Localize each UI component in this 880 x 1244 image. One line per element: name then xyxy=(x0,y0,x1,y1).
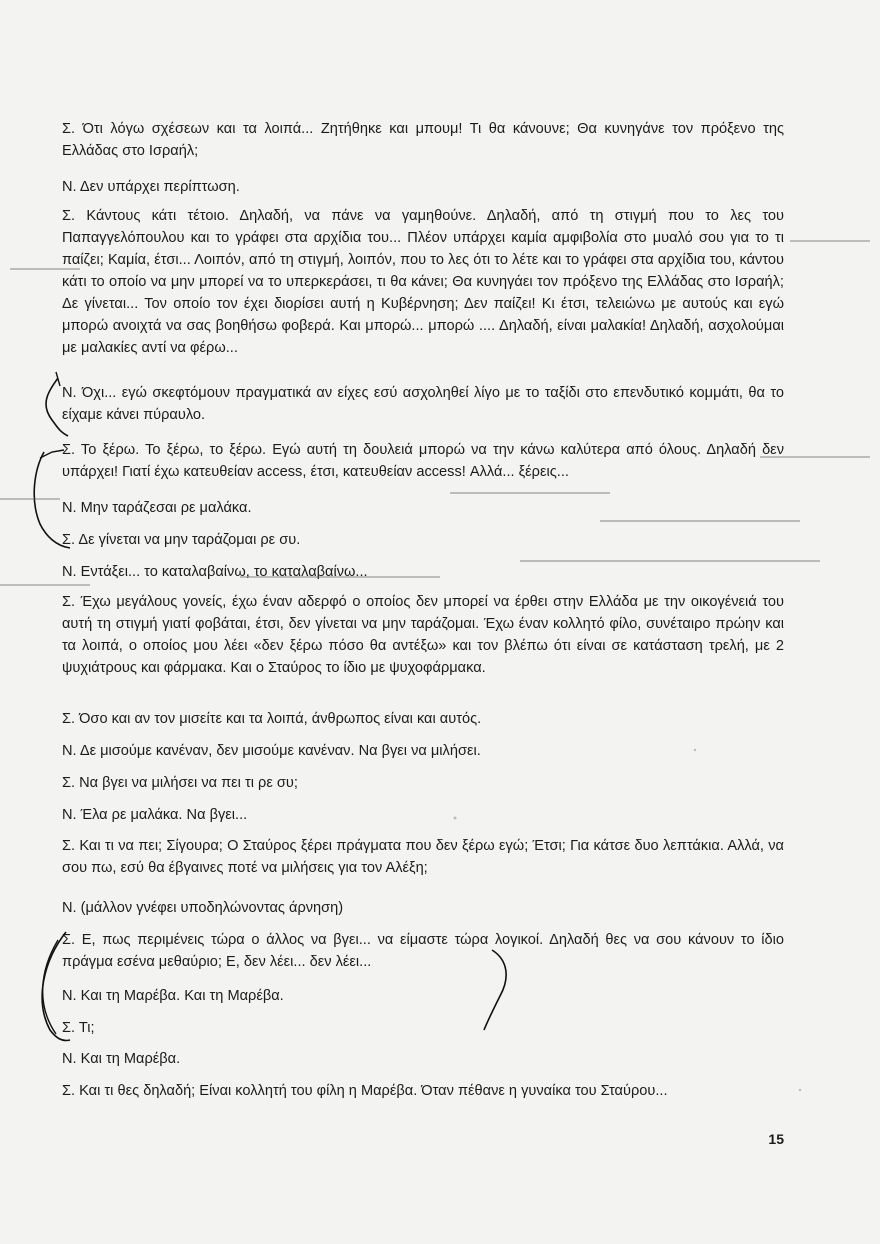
paragraph-6: Ν. Μην ταράζεσαι ρε μαλάκα. xyxy=(62,500,252,516)
paragraph-16: Σ. Ε, πως περιμένεις τώρα ο άλλος να βγει... να είμαστε τώρα λογικοί. Δηλαδή θες να σου κάνουν το ίδιο πράγμα εσένα μεθαύριο; Ε, δεν λέει... δεν λέει... xyxy=(62,932,784,970)
paragraph-14: Σ. Και τι να πει; Σίγουρα; Ο Σταύρος ξέρει πράγματα που δεν ξέρω εγώ; Έτσι; Για κάτσε δυο λεπτάκια. Αλλά, να σου πω, εσύ θα έβγαινες ποτέ να μιλήσεις για τον Αλέξη; xyxy=(62,838,784,876)
paragraph-17: Ν. Και τη Μαρέβα. Και τη Μαρέβα. xyxy=(62,988,284,1004)
paragraph-7: Σ. Δε γίνεται να μην ταράζομαι ρε συ. xyxy=(62,532,301,548)
paragraph-12: Σ. Να βγει να μιλήσει να πει τι ρε συ; xyxy=(62,775,298,791)
paragraph-15: Ν. (μάλλον γνέφει υποδηλώνοντας άρνηση) xyxy=(62,900,344,916)
paragraph-11: Ν. Δε μισούμε κανέναν, δεν μισούμε κανέναν. Να βγει να μιλήσει. xyxy=(62,743,481,759)
paragraph-3: Σ. Κάντους κάτι τέτοιο. Δηλαδή, να πάνε να γαμηθούνε. Δηλαδή, από τη στιγμή που το λες του Παπαγγελόπουλου και το γράφει στα αρχίδια του... Πλέον υπάρχει καμία αμφιβολία στο μυαλό σου για το τι παίζει; Καμία, έτσι... Λοιπόν, από τη στιγμή, λοιπόν, που το λες ότι το λέτε και το γράφει στα αρχίδια του, κάντου κάτι το οποίο να μην μπορεί να το υπερκεράσει, τι θα κάνει; Θα κυνηγάει τον πρόξενο της Ελλάδας στο Ισραήλ; Δε γίνεται... Τον οποίο τον έχει διορίσει αυτή η Κυβέρνηση; Δεν παίζει! Κι έτσι, τελειώνω με αυτούς και εγώ μπορώ ανοιχτά να σας βοηθήσω φοβερά. Και μπορώ... μπορώ .... Δηλαδή, είναι μαλακία! Δηλαδή, ασχολούμαι με μαλακίες αντί να φέρω... xyxy=(62,208,784,356)
paragraph-18: Σ. Τι; xyxy=(62,1020,95,1036)
paragraph-8: Ν. Εντάξει... το καταλαβαίνω, το καταλαβαίνω... xyxy=(62,564,368,580)
paragraph-5: Σ. Το ξέρω. Το ξέρω, το ξέρω. Εγώ αυτή τη δουλειά μπορώ να την κάνω καλύτερα από όλους. Δηλαδή δεν υπάρχει! Γιατί έχω κατευθείαν access, έτσι, κατευθείαν access! Αλλά... ξέρεις... xyxy=(62,442,784,480)
paragraph-9: Σ. Έχω μεγάλους γονείς, έχω έναν αδερφό ο οποίος δεν μπορεί να έρθει στην Ελλάδα με την οικογένειά του αυτή τη στιγμή γιατί φοβάται, έτσι, δεν γίνεται να μην ταράζομαι. Έχω έναν κολλητό φίλο, συνέταιρο πρώην και τα λοιπά, ο οποίος μου λέει «δεν ξέρω πόσο θα αντέξω» και τον βλέπω ότι είναι σε κατάσταση τρελή, με 2 ψυχιάτρους και φάρμακα. Και ο Σταύρος το ίδιο με ψυχοφάρμακα. xyxy=(62,594,784,676)
paragraph-13: Ν. Έλα ρε μαλάκα. Να βγει... xyxy=(62,807,248,823)
paragraph-19: Ν. Και τη Μαρέβα. xyxy=(62,1051,181,1067)
paragraph-20: Σ. Και τι θες δηλαδή; Είναι κολλητή του φίλη η Μαρέβα. Όταν πέθανε η γυναίκα του Σταύρου... xyxy=(62,1083,668,1099)
paragraph-10: Σ. Όσο και αν τον μισείτε και τα λοιπά, άνθρωπος είναι και αυτός. xyxy=(62,711,482,727)
paragraph-4: Ν. Όχι... εγώ σκεφτόμουν πραγματικά αν είχες εσύ ασχοληθεί λίγο με το ταξίδι στο επενδυτικό κομμάτι, θα το είχαμε κάνει πύραυλο. xyxy=(62,385,784,423)
page-number: 15 xyxy=(768,1131,784,1147)
paragraph-1: Σ. Ότι λόγω σχέσεων και τα λοιπά... Ζητήθηκε και μπουμ! Τι θα κάνουνε; Θα κυνηγάνε τον πρόξενο της Ελλάδας στο Ισραήλ; xyxy=(62,121,784,159)
paragraph-2: Ν. Δεν υπάρχει περίπτωση. xyxy=(62,179,240,195)
